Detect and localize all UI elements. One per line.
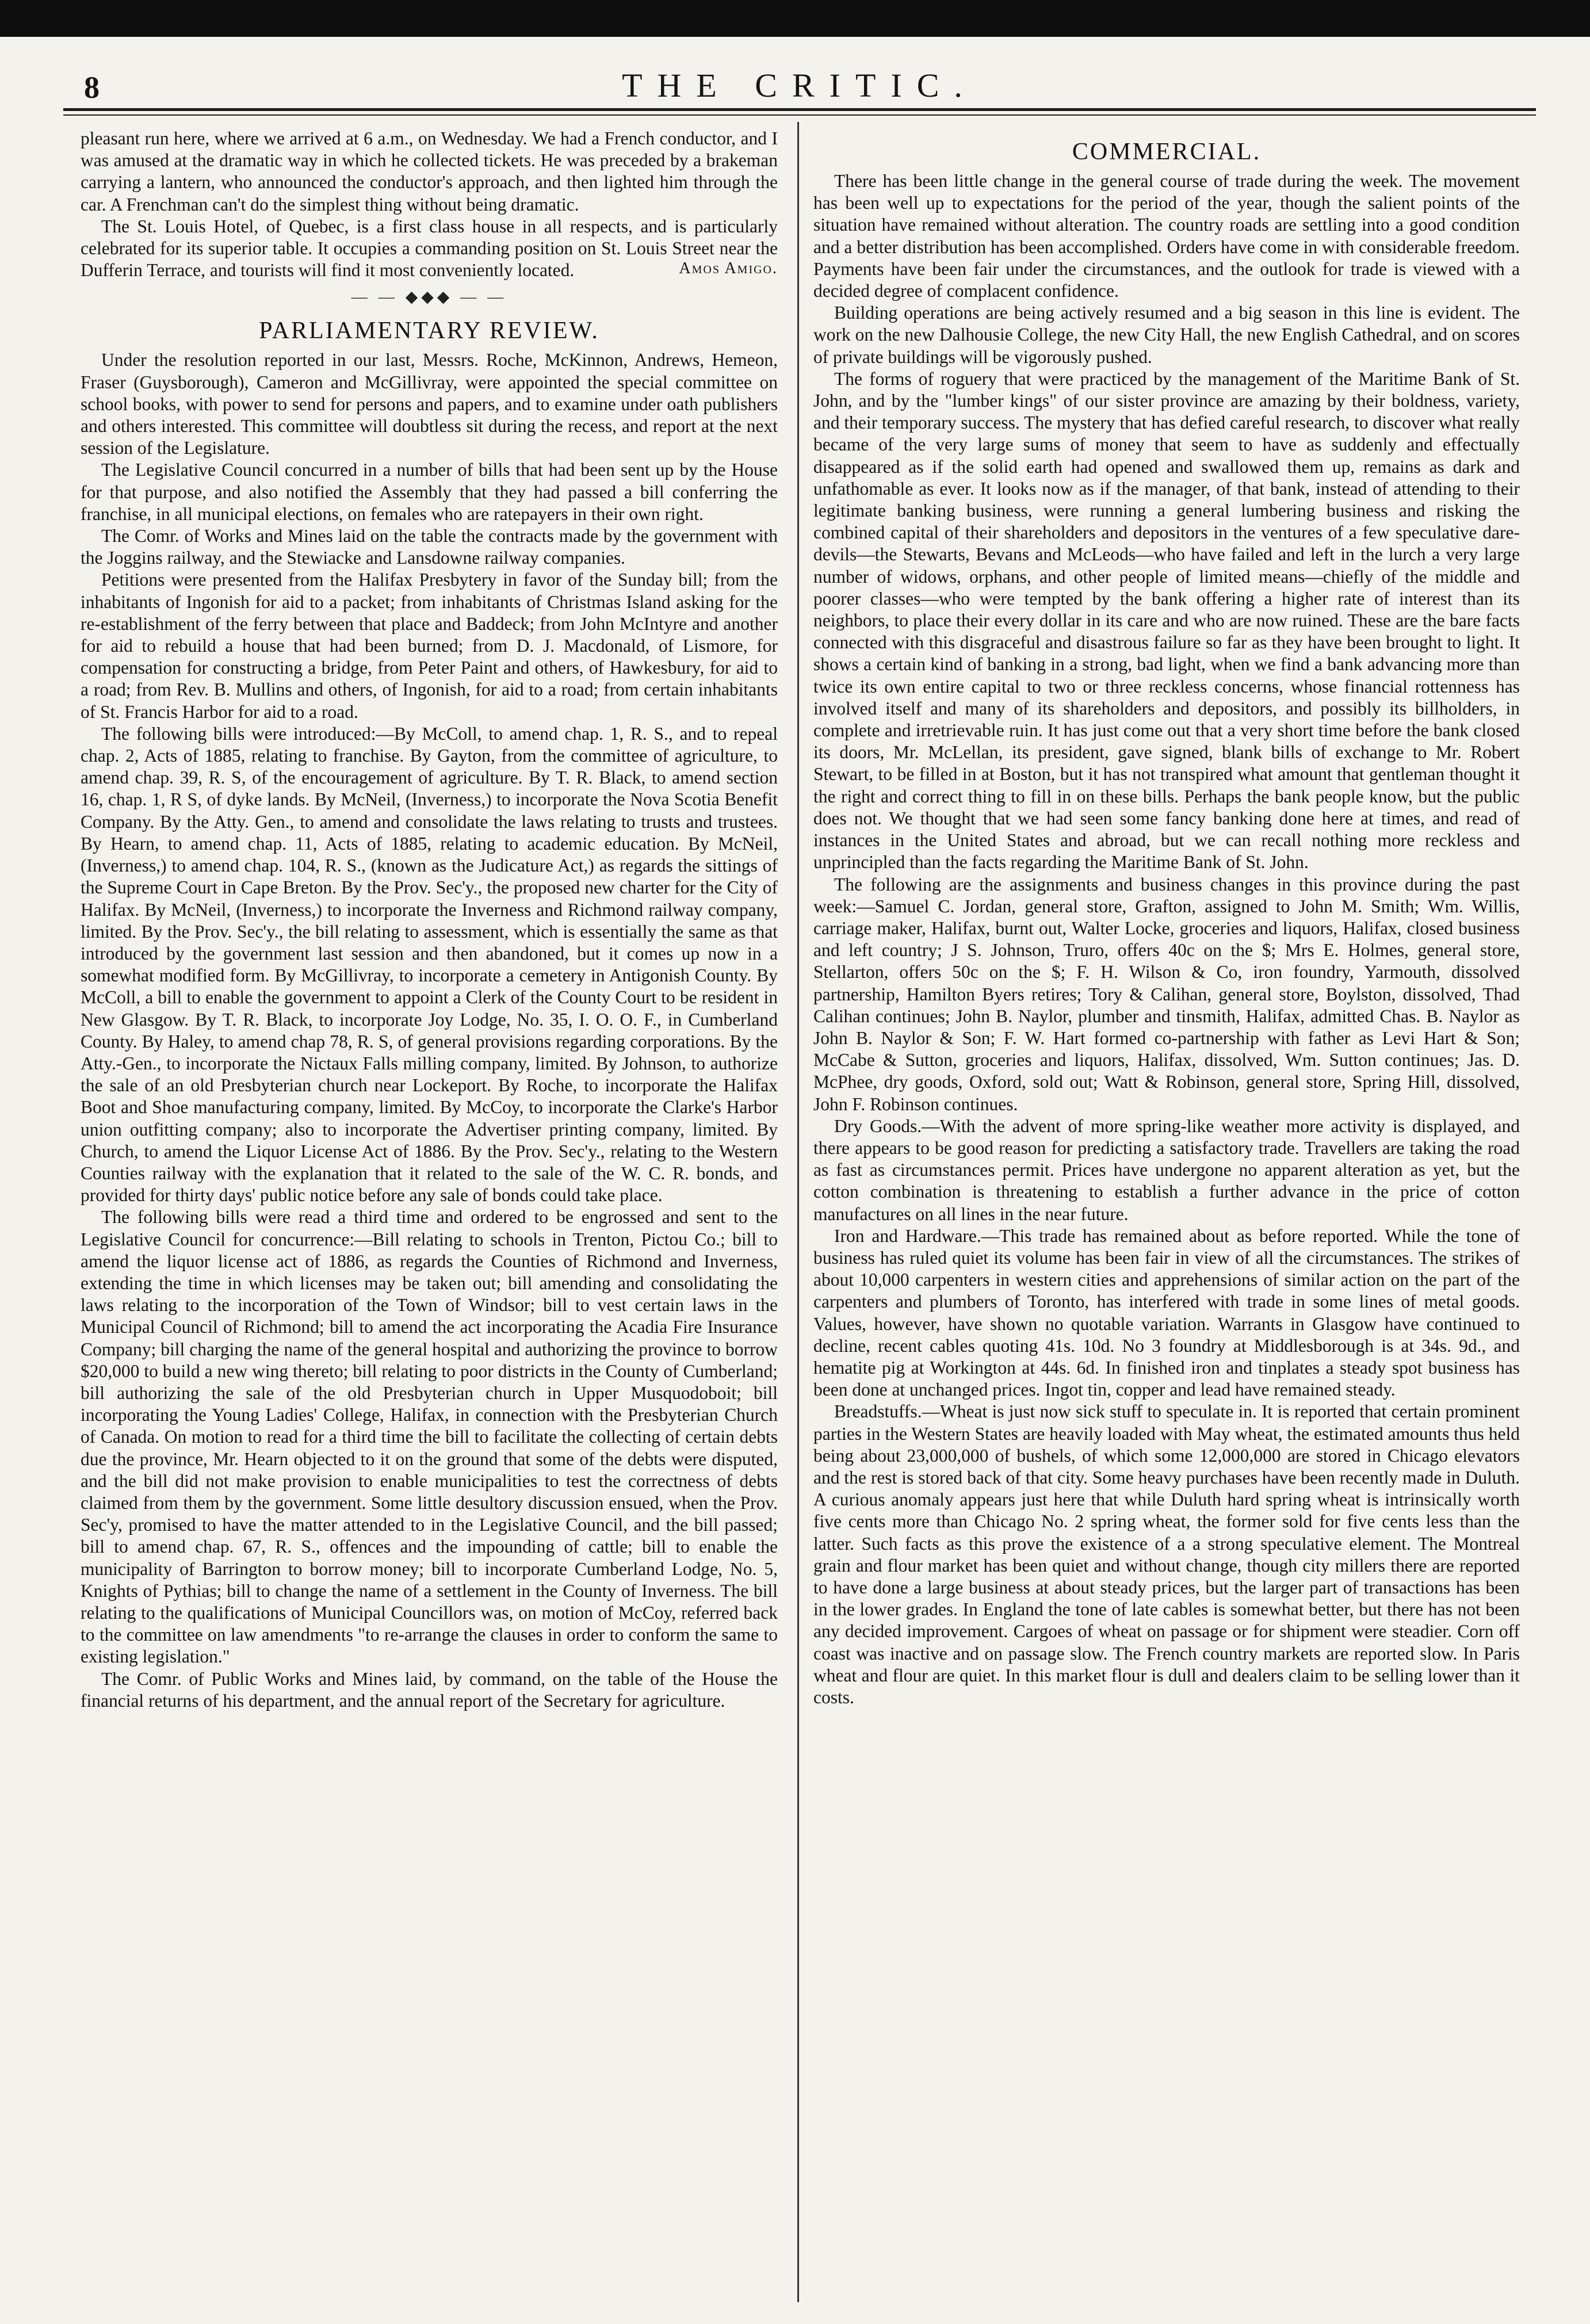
- article-paragraph: The Legislative Council concurred in a number of bills that had been sent up by the House for that purpose, and also notified the Assembly that they had passed a bill conferring the franchise, in all municipal elections, on females who are ratepayers in their own right.: [81, 460, 778, 524]
- left-column: [81, 128, 778, 2296]
- article-paragraph: The Comr. of Works and Mines laid on the table the contracts made by the government with the Joggins railway, and the Stewiacke and Lansdowne railway companies.: [81, 526, 778, 568]
- section-heading-parliamentary: PARLIAMENTARY REVIEW.: [259, 318, 599, 345]
- article-paragraph: pleasant run here, where we arrived at 6 a.m., on Wednesday. We had a French conductor, and I was amused at the dramatic way in which he collected tickets. He was preceded by a brakeman carrying a lantern, who announced the conductor's approach, and then lighted him through the car. A Frenchman can't do the simplest thing without being dramatic.: [81, 128, 778, 215]
- page-number: 8: [84, 70, 100, 105]
- right-column: [813, 128, 1520, 2296]
- column-divider: [797, 122, 799, 2302]
- article-paragraph: The following are the assignments and business changes in this province during the past week:—Samuel C. Jordan, general store, Grafton, assigned to John M. Smith; Wm. Willis, carriage maker, Halifax, burnt out, Walter Locke, groceries and liquors, Halifax, closed business and left country; J S. Johnson, Truro, offers 40c on the $; Mrs E. Holmes, general store, Stellarton, offers 50c on the $; F. H. Wilson & Co, iron foundry, Yarmouth, dissolved partnership, Hamilton Byers retires; Tory & Calihan, general store, Boylston, dissolved, Thad Calihan continues; John B. Naylor, plumber and tinsmith, Halifax, admitted Chas. B. Naylor as John B. Naylor & Son; F. W. Hart formed co-partnership with father as Levi Hart & Son; McCabe & Sutton, groceries and liquors, Halifax, dissolved, Wm. Sutton continues; Jas. D. McPhee, dry goods, Oxford, sold out; Watt & Robinson, general store, Spring Hill, dissolved, John F. Robinson continues.: [813, 874, 1520, 1114]
- article-paragraph: The following bills were read a third time and ordered to be engrossed and sent to the Legislative Council for concurrence:—Bill relating to schools in Trenton, Pictou Co.; bill to amend the liquor license act of 1886, as regards the Counties of Richmond and Inverness, extending the time in which licenses may be taken out; bill amending and consolidating the laws relating to the incorporation of the Town of Windsor; bill to vest certain laws in the Municipal Council of Richmond; bill to amend the act incorporating the Acadia Fire Insurance Company; bill charging the name of the general hospital and authorizing the province to borrow $20,000 to build a new wing thereto; bill relating to poor districts in the County of Cumberland; bill authorizing the sale of the old Presbyterian church in Upper Musquodoboit; bill incorporating the Young Ladies' College, Halifax, in connection with the Presbyterian Church of Canada. On motion to read for a third time the bill to facilitate the collecting of certain debts due the province, Mr. Hearn objected to it on the ground that some of the debts were disputed, and the bill did not make provision to enable municipalities to test the correctness of debts claimed from them by the government. Some little desultory discussion ensued, when the Prov. Sec'y, promised to have the matter attended to in the Legislative Council, and the bill passed; bill to amend chap. 67, R. S., offences and the impounding of cattle; bill to enable the municipality of Barrington to borrow money; bill to incorporate Cumberland Lodge, No. 5, Knights of Pythias; bill to change the name of a settlement in the County of Inverness. The bill relating to the qualifications of Municipal Councillors was, on motion of McCoy, referred back to the committee on law amendments "to re-arrange the clauses in order to conform the same to existing legislation.": [81, 1207, 778, 1667]
- article-paragraph: The forms of roguery that were practiced by the management of the Maritime Bank of St. John, and by the "lumber kings" of our sister province are amazing by their boldness, variety, and their temporary success. The mystery that has defied careful research, to discover what really became of the very large sums of money that seem to have as suddenly and effectually disappeared as if the solid earth had opened and swallowed them up, remains as dark and unfathomable as ever. It looks now as if the manager, of that bank, instead of attending to their legitimate banking business, were running a general lumbering business and risking the combined capital of their shareholders and depositors in the ventures of a few speculative dare-devils—the Stewarts, Bevans and McLeods—who have failed and left in the lurch a very large number of widows, orphans, and other people of limited means—chiefly of the middle and poorer classes—who were tempted by the bank offering a higher rate of interest than its neighbors, to place their every dollar in its care and who are now ruined. These are the bare facts connected with this disgraceful and disastrous failure so far as they have been brought to light. It shows a certain kind of banking in a strong, bad light, when we find a bank advancing more than twice its own entire capital to two or three reckless concerns, whose financial rottenness has involved itself and many of its shareholders and depositors, and possibly its billholders, in complete and irretrievable ruin. It has just come out that a very short time before the bank closed its doors, Mr. McLellan, its president, gave signed, blank bills of exchange to Mr. Robert Stewart, to be filled in at Boston, but it has not transpired what amount that gentleman thought it the right and correct thing to fill in on these bills. Perhaps the bank people know, but the public does not. We thought that we had seen some fancy banking done here at times, and read of instances in the United States and abroad, but we can recall nothing more reckless and unprincipled than the facts regarding the Maritime Bank of St. John.: [813, 368, 1520, 873]
- article-paragraph: Petitions were presented from the Halifax Presbytery in favor of the Sunday bill; from the inhabitants of Ingonish for aid to a packet; from inhabitants of Christmas Island asking for the re-establishment of the ferry between that place and Baddeck; from John McIntyre and another for aid to rebuild a house that had been burned; from D. J. Macdonald, of Lismore, for compensation for constructing a bridge, from Peter Paint and others, of Hawkesbury, for aid to a road; from Rev. B. Mullins and others, of Ingonish, for aid to a road; from certain inhabitants of St. Francis Harbor for aid to a road.: [81, 569, 778, 722]
- article-paragraph: There has been little change in the general course of trade during the week. The movement has been well up to expectations for the period of the year, though the salient points of the situation have remained without alteration. The country roads are settling into a good condition and a better distribution has been accomplished. Orders have come in with considerable freedom. Payments have been fair under the circumstances, and the outlook for trade is viewed with a decided degree of complacent confidence.: [813, 171, 1520, 301]
- header-rule-thin: [63, 114, 1536, 116]
- article-paragraph: The St. Louis Hotel, of Quebec, is a first class house in all respects, and is particularly celebrated for its superior table. It occupies a commanding position on St. Louis Street near the Dufferin Terrace, and tourists will find it most conveniently located.: [81, 216, 778, 281]
- article-paragraph: Building operations are being actively resumed and a big season in this line is evident. The work on the new Dalhousie College, the new City Hall, the new English Cathedral, and on scores of private buildings will be vigorously pushed.: [813, 303, 1520, 367]
- section-divider: — — ◆◆◆ — —: [351, 288, 507, 307]
- article-paragraph: Iron and Hardware.—This trade has remained about as before reported. While the tone of business has ruled quiet its volume has been fair in view of all the circumstances. The strikes of about 10,000 carpenters in western cities and apprehensions of similar action on the part of the carpenters and plumbers of Toronto, has interfered with trade in some lines of metal goods. Values, however, have shown no quotable variation. Warrants in Glasgow have continued to decline, recent cables quoting 41s. 10d. No 3 foundry at Middlesborough is at 34s. 9d., and hematite pig at Workington at 44s. 6d. In finished iron and tinplates a steady spot business has been done at unchanged prices. Ingot tin, copper and lead have remained steady.: [813, 1225, 1520, 1400]
- article-paragraph: Dry Goods.—With the advent of more spring-like weather more activity is displayed, and there appears to be good reason for predicting a satisfactory trade. Travellers are taking the road as fast as circumstances permit. Prices have undergone no apparent alteration as yet, but the cotton combination is threatening to establish a further advance in the price of cotton manufactures on all lines in the near future.: [813, 1115, 1520, 1224]
- article-paragraph: Breadstuffs.—Wheat is just now sick stuff to speculate in. It is reported that certain prominent parties in the Western States are heavily loaded with May wheat, the estimated amounts thus held being about 23,000,000 of bushels, of which some 12,000,000 are stored in Chicago elevators and the rest is stored back of that city. Some heavy purchases have been recently made in Duluth. A curious anomaly appears just here that while Duluth hard spring wheat is intrinsically worth five cents more than Chicago No. 2 spring wheat, the former sold for five cents less than the latter. Such facts as this prove the existence of a a strong speculative element. The Montreal grain and flour market has been quiet and without change, though city millers there are reported to have done a large business at about steady prices, but the larger part of transactions has been in the lower grades. In England the tone of late cables is somewhat better, but there has not been any decided improvement. Cargoes of wheat on passage or for shipment were steadier. Corn off coast was inactive and on passage slow. The French country markets are reported slow. In Paris wheat and flour are quiet. In this market flour is dull and dealers claim to be selling lower than it costs.: [813, 1401, 1520, 1708]
- section-heading-commercial: COMMERCIAL.: [1072, 139, 1262, 165]
- article-paragraph: The Comr. of Public Works and Mines laid, by command, on the table of the House the financial returns of his department, and the annual report of the Secretary for agriculture.: [81, 1668, 778, 1711]
- scan-border: [0, 0, 1590, 37]
- article-paragraph: Under the resolution reported in our last, Messrs. Roche, McKinnon, Andrews, Hemeon, Fraser (Guysborough), Cameron and McGillivray, were appointed the special committee on school books, with power to send for persons and papers, and to examine under oath publishers and others interested. This committee will doubtless sit during the recess, and report at the next session of the Legislature.: [81, 350, 778, 458]
- masthead: THE CRITIC.: [622, 67, 977, 104]
- signature: Amos Amigo.: [679, 259, 778, 278]
- article-paragraph: The following bills were introduced:—By McColl, to amend chap. 1, R. S., and to repeal chap. 2, Acts of 1885, relating to franchise. By Gayton, from the committee of agriculture, to amend chap. 39, R. S, of the encouragement of agriculture. By T. R. Black, to amend section 16, chap. 1, R S, of dyke lands. By McNeil, (Inverness,) to incorporate the Nova Scotia Benefit Company. By the Atty. Gen., to amend and consolidate the laws relating to trusts and trustees. By Hearn, to amend chap. 11, Acts of 1885, relating to academic education. By McNeil, (Inverness,) to amend chap. 104, R. S., (known as the Judicature Act,) as regards the sittings of the Supreme Court in Cape Breton. By the Prov. Sec'y., the proposed new charter for the City of Halifax. By McNeil, (Inverness,) to incorporate the Inverness and Richmond railway company, limited. By the Prov. Sec'y., the bill relating to assessment, which is essentially the same as that introduced by the government last session and then abandoned, but it comes up now in a somewhat modified form. By McGillivray, to incorporate a cemetery in Antigonish County. By McColl, a bill to enable the government to appoint a Clerk of the County Court to be resident in New Glasgow. By T. R. Black, to incorporate Joy Lodge, No. 35, I. O. O. F., in Cumberland County. By Haley, to amend chap 78, R. S, of general provisions regarding corporations. By the Atty.-Gen., to incorporate the Nictaux Falls milling company, limited. By Johnson, to authorize the sale of an old Presbyterian church near Lockeport. By Roche, to incorporate the Halifax Boot and Shoe manufacturing company, limited. By McCoy, to incorporate the Clarke's Harbor union outfitting company; also to incorporate the Advertiser printing company, limited. By Church, to amend the Liquor License Act of 1886. By the Prov. Sec'y., relating to the Western Counties railway with the explanation that it related to the sale of the W. C. R. bonds, and provided for thirty days' public notice before any sale of bonds could take place.: [81, 723, 778, 1206]
- header-rule-thick: [63, 108, 1536, 111]
